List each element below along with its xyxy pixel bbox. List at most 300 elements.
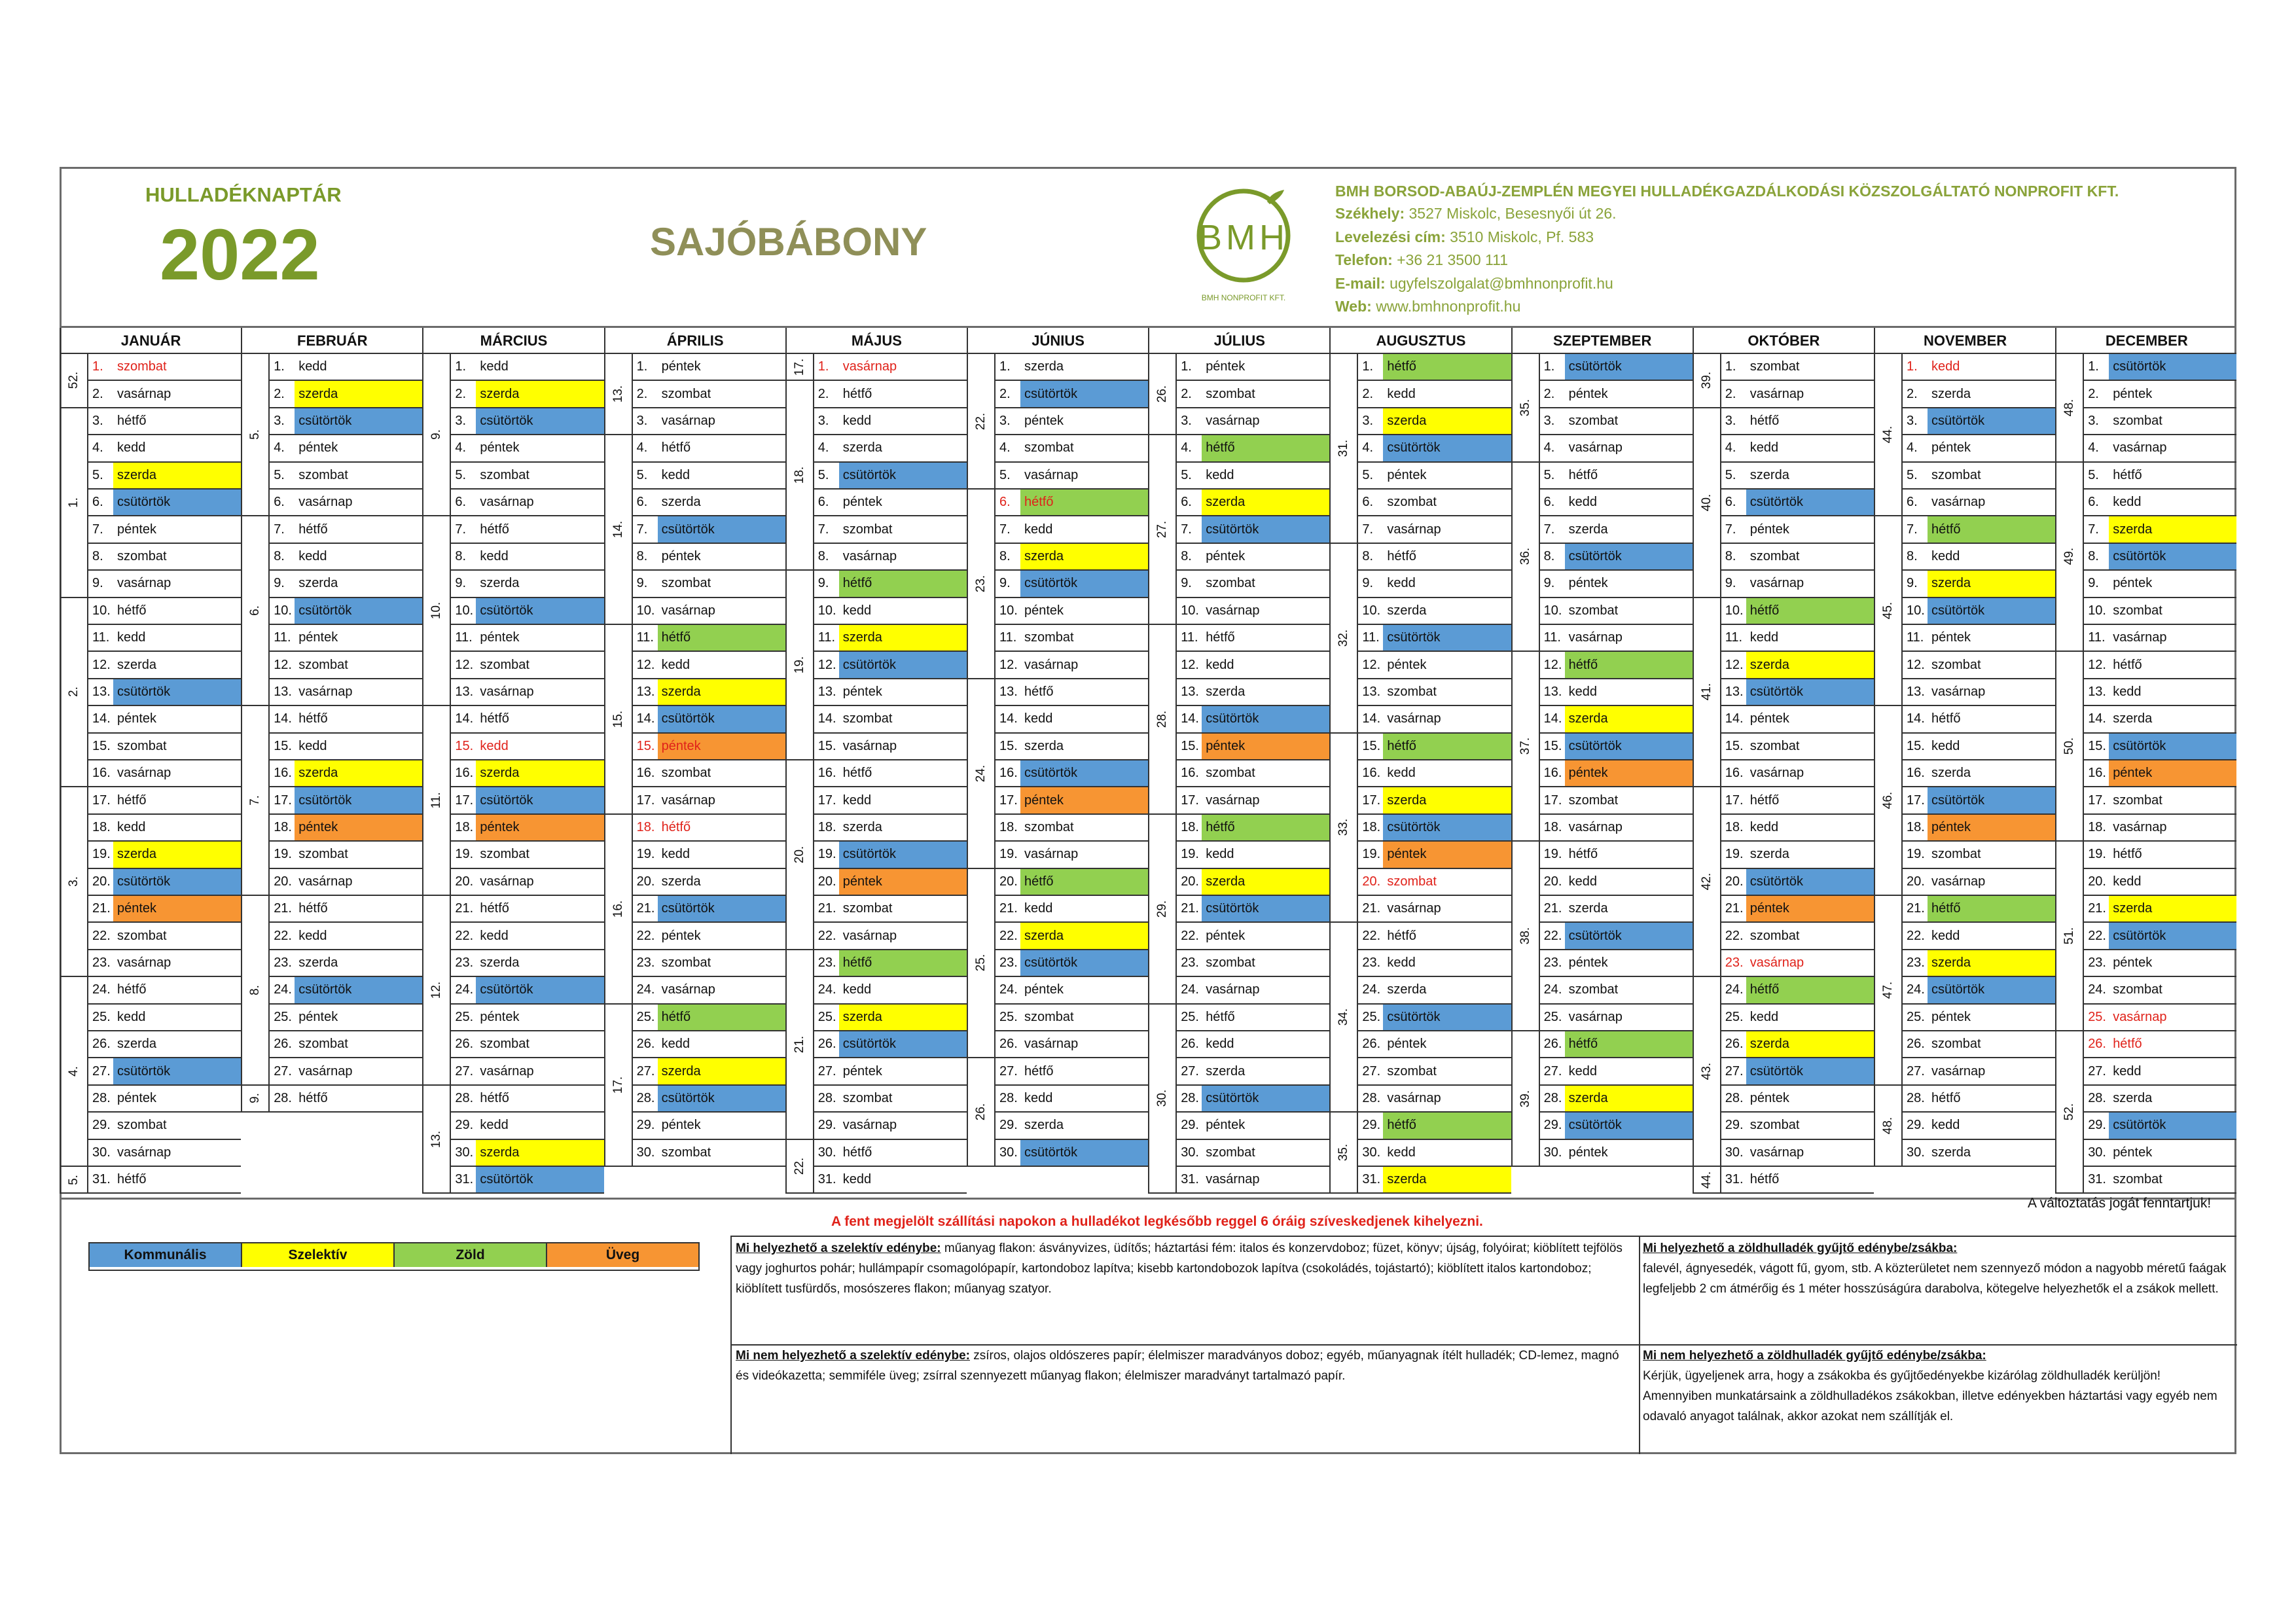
day-row <box>87 1005 241 1031</box>
day-row <box>2083 435 2236 462</box>
day-row <box>1357 869 1511 896</box>
day-name: péntek <box>1568 576 1608 591</box>
day-number: 3. <box>1181 413 1192 428</box>
day-name: kedd <box>117 819 146 834</box>
day-number: 12. <box>455 657 474 672</box>
day-number: 23. <box>1907 955 1925 970</box>
day-number: 10. <box>1181 603 1199 618</box>
day-name: vasárnap <box>480 684 534 699</box>
day-number: 7. <box>636 522 648 537</box>
day-name: szerda <box>658 679 785 705</box>
day-row <box>1357 679 1511 706</box>
day-row <box>1357 977 1511 1004</box>
week-number-label: 50. <box>2062 738 2077 755</box>
day-row <box>632 598 785 625</box>
week-number <box>785 381 813 571</box>
week-number <box>241 354 268 516</box>
day-number: 13. <box>1543 684 1562 699</box>
week-number-label: 44. <box>1881 425 1895 444</box>
day-number: 14. <box>999 711 1018 726</box>
day-name: vasárnap <box>842 928 897 943</box>
day-number: 21. <box>1543 901 1562 916</box>
company-line-value: 3510 Miskolc, Pf. 583 <box>1450 228 1594 245</box>
day-row <box>1539 760 1693 787</box>
day-name: hétfő <box>2113 1037 2142 1052</box>
day-row <box>1720 950 1874 977</box>
day-row <box>813 815 967 842</box>
day-row <box>450 923 603 950</box>
day-number: 16. <box>636 766 655 781</box>
day-name: péntek <box>480 1009 520 1024</box>
day-number: 8. <box>274 548 285 563</box>
day-number: 15. <box>1725 738 1744 753</box>
day-name: kedd <box>1206 847 1234 862</box>
day-row <box>1720 652 1874 679</box>
day-row <box>2083 598 2236 625</box>
day-row <box>1901 598 2055 625</box>
szelektiv-yes-title: Mi helyezhető a szelektív edénybe: <box>736 1241 941 1255</box>
day-number: 30. <box>1907 1145 1925 1160</box>
day-name: szombat <box>842 901 893 916</box>
day-number: 25. <box>999 1009 1018 1024</box>
day-name: csütörtök <box>1928 598 2055 624</box>
day-name: kedd <box>1024 522 1053 537</box>
day-row <box>1539 923 1693 950</box>
company-line <box>1335 202 2119 226</box>
day-number: 4. <box>455 440 467 455</box>
day-number: 29. <box>2088 1118 2106 1133</box>
day-name: csütörtök <box>839 652 967 677</box>
day-name: vasárnap <box>1024 847 1079 862</box>
day-row <box>1357 1005 1511 1031</box>
week-number <box>1874 706 1901 896</box>
day-row <box>1175 1113 1329 1139</box>
day-name: szombat <box>2113 1172 2162 1187</box>
day-row <box>1357 435 1511 462</box>
week-number-label: 48. <box>1881 1116 1895 1135</box>
day-row <box>994 679 1148 706</box>
day-number: 20. <box>1181 874 1199 889</box>
day-number: 4. <box>1725 440 1736 455</box>
week-number-label: 49. <box>2062 548 2077 565</box>
day-row <box>1901 1086 2055 1113</box>
day-row <box>632 354 785 381</box>
week-number <box>1511 354 1539 463</box>
day-name: kedd <box>1387 386 1416 401</box>
day-name: péntek <box>1931 630 1971 645</box>
day-name: vasárnap <box>2113 440 2167 455</box>
week-number-label: 25. <box>974 954 988 972</box>
week-number <box>1148 625 1175 815</box>
day-number: 18. <box>92 819 111 834</box>
day-row <box>1901 679 2055 706</box>
day-row <box>450 842 603 868</box>
month-header: JÚNIUS <box>967 328 1148 354</box>
day-name: péntek <box>1749 1090 1789 1105</box>
day-row <box>2083 679 2236 706</box>
week-number <box>785 571 813 760</box>
day-number: 30. <box>1725 1145 1744 1160</box>
day-row <box>1357 598 1511 625</box>
day-row <box>450 598 603 625</box>
day-row <box>1720 381 1874 408</box>
day-row <box>1357 734 1511 760</box>
day-row <box>813 354 967 381</box>
day-name: vasárnap <box>1387 901 1441 916</box>
day-number: 14. <box>1362 711 1381 726</box>
day-name: hétfő <box>117 1172 147 1187</box>
day-row <box>1175 869 1329 896</box>
day-row <box>2083 463 2236 490</box>
day-name: szerda <box>476 381 603 406</box>
day-number: 28. <box>817 1090 836 1105</box>
day-name: csütörtök <box>1020 571 1148 596</box>
day-number: 28. <box>2088 1090 2106 1105</box>
day-name: kedd <box>1206 467 1234 482</box>
day-row <box>268 1005 422 1031</box>
day-row <box>632 652 785 679</box>
day-number: 22. <box>1725 928 1744 943</box>
day-name: szombat <box>2113 413 2162 428</box>
day-row <box>1720 625 1874 652</box>
day-name: kedd <box>298 548 327 563</box>
day-row <box>87 1140 241 1167</box>
day-number: 17. <box>1543 793 1562 808</box>
day-row <box>1175 463 1329 490</box>
day-number: 5. <box>999 467 1011 482</box>
day-row <box>1357 923 1511 950</box>
day-row <box>1539 1058 1693 1085</box>
day-number: 1. <box>1543 359 1555 374</box>
day-name: vasárnap <box>1749 955 1804 970</box>
day-number: 30. <box>455 1145 474 1160</box>
day-name: vasárnap <box>1206 982 1260 997</box>
day-name: hétfő <box>1928 896 2055 921</box>
day-name: csütörtök <box>1746 869 1874 895</box>
day-row <box>1901 463 2055 490</box>
day-row <box>1901 815 2055 842</box>
day-row <box>87 463 241 490</box>
day-number: 8. <box>1725 548 1736 563</box>
day-number: 3. <box>636 413 648 428</box>
day-number: 26. <box>636 1037 655 1052</box>
day-row <box>268 625 422 652</box>
week-number-label: 9. <box>429 429 444 440</box>
week-number-label: 52. <box>67 372 81 389</box>
day-name: csütörtök <box>113 679 241 705</box>
day-name: vasárnap <box>480 874 534 889</box>
day-number: 23. <box>1181 955 1199 970</box>
day-row <box>1175 1086 1329 1113</box>
day-number: 11. <box>2088 630 2106 645</box>
day-row <box>1720 354 1874 381</box>
day-row <box>1175 977 1329 1004</box>
month-header: MÁJUS <box>785 328 967 354</box>
day-name: szerda <box>1202 490 1329 515</box>
day-row <box>450 544 603 571</box>
day-name: hétfő <box>1020 869 1148 895</box>
week-number <box>60 408 87 598</box>
week-number <box>60 598 87 788</box>
week-number-label: 24. <box>974 764 988 782</box>
day-name: csütörtök <box>1383 625 1511 651</box>
day-number: 24. <box>1725 982 1744 997</box>
day-row <box>813 1058 967 1085</box>
szelektiv-no-box <box>732 1344 1638 1387</box>
day-row <box>813 950 967 977</box>
day-number: 26. <box>817 1037 836 1052</box>
week-number-label: 8. <box>248 984 262 995</box>
day-name: vasárnap <box>117 386 171 401</box>
week-number <box>1329 1113 1357 1194</box>
company-line-value: +36 21 3500 111 <box>1397 251 1509 268</box>
week-number-label: 45. <box>1881 602 1895 620</box>
week-number-label: 28. <box>1155 710 1170 728</box>
day-number: 25. <box>1725 1009 1744 1024</box>
day-number: 22. <box>817 928 836 943</box>
day-number: 22. <box>1907 928 1925 943</box>
day-number: 2. <box>1725 386 1736 401</box>
day-row <box>87 896 241 923</box>
day-name: kedd <box>1024 901 1053 916</box>
day-number: 7. <box>1907 522 1918 537</box>
day-row <box>1539 815 1693 842</box>
day-row <box>813 869 967 896</box>
legend-zold: Zöld <box>395 1243 547 1267</box>
day-number: 18. <box>2088 819 2106 834</box>
day-row <box>1720 1005 1874 1031</box>
week-number-label: 17. <box>792 358 806 376</box>
day-name: kedd <box>117 440 146 455</box>
day-name: vasárnap <box>1749 386 1804 401</box>
day-name: szombat <box>1568 603 1619 618</box>
day-name: szombat <box>1749 1118 1800 1133</box>
day-row <box>87 923 241 950</box>
day-name: hétfő <box>480 901 509 916</box>
day-name: péntek <box>298 630 338 645</box>
day-number: 21. <box>1362 901 1381 916</box>
day-row <box>994 463 1148 490</box>
day-row <box>268 544 422 571</box>
day-name: vasárnap <box>1387 1090 1441 1105</box>
day-number: 22. <box>999 928 1018 943</box>
day-number: 9. <box>455 576 467 591</box>
week-number <box>1693 977 1720 1167</box>
week-number-label: 20. <box>792 846 806 864</box>
week-number-label: 19. <box>792 656 806 674</box>
week-number-label: 1. <box>67 497 81 508</box>
week-number-label: 4. <box>67 1066 81 1077</box>
day-number: 24. <box>817 982 836 997</box>
day-name: kedd <box>661 1037 690 1052</box>
day-number: 21. <box>274 901 292 916</box>
day-row <box>87 408 241 435</box>
day-row <box>994 923 1148 950</box>
day-name: szerda <box>1931 1145 1971 1160</box>
day-number: 21. <box>817 901 836 916</box>
day-row <box>268 516 422 543</box>
day-row <box>813 787 967 814</box>
day-number: 28. <box>1725 1090 1744 1105</box>
day-row <box>632 435 785 462</box>
day-row <box>632 869 785 896</box>
day-number: 21. <box>636 901 655 916</box>
day-number: 30. <box>636 1145 655 1160</box>
day-row <box>994 490 1148 516</box>
day-name: hétfő <box>1387 548 1416 563</box>
day-name: szombat <box>1568 793 1619 808</box>
day-row <box>2083 1058 2236 1085</box>
logo-text: BMH <box>1198 218 1289 257</box>
day-row <box>268 571 422 597</box>
day-number: 12. <box>1362 657 1381 672</box>
week-number-label: 5. <box>248 429 262 440</box>
day-name: péntek <box>1746 896 1874 921</box>
day-name: hétfő <box>298 711 328 726</box>
company-line <box>1335 272 2119 296</box>
day-name: péntek <box>1931 1009 1971 1024</box>
day-number: 29. <box>999 1118 1018 1133</box>
day-name: hétfő <box>1568 467 1598 482</box>
week-number <box>422 516 450 706</box>
company-line <box>1335 226 2119 249</box>
day-number: 17. <box>1725 793 1744 808</box>
week-number <box>967 490 994 679</box>
week-number <box>422 354 450 516</box>
day-name: szerda <box>1206 684 1246 699</box>
day-row <box>2083 354 2236 381</box>
day-row <box>1720 1031 1874 1058</box>
day-name: hétfő <box>298 1090 328 1105</box>
day-row <box>632 1058 785 1085</box>
day-row <box>1175 787 1329 814</box>
day-row <box>632 977 785 1004</box>
day-row <box>450 490 603 516</box>
day-name: szombat <box>1568 413 1619 428</box>
day-name: kedd <box>480 928 509 943</box>
day-row <box>450 652 603 679</box>
week-number <box>1874 1086 1901 1167</box>
day-name: hétfő <box>1931 711 1961 726</box>
day-number: 24. <box>92 982 111 997</box>
day-name: szombat <box>1387 684 1437 699</box>
day-name: csütörtök <box>1746 679 1874 705</box>
month-header: FEBRUÁR <box>241 328 422 354</box>
day-number: 27. <box>999 1063 1018 1079</box>
day-number: 19. <box>636 847 655 862</box>
day-name: péntek <box>1931 440 1971 455</box>
day-name: szerda <box>1387 982 1427 997</box>
day-number: 28. <box>999 1090 1018 1105</box>
week-number-label: 26. <box>1155 385 1170 403</box>
week-number-label: 27. <box>1155 520 1170 539</box>
day-row <box>813 625 967 652</box>
day-name: kedd <box>661 657 690 672</box>
day-number: 2. <box>2088 386 2099 401</box>
day-number: 28. <box>636 1090 655 1105</box>
day-name: csütörtök <box>1565 734 1693 759</box>
day-row <box>450 1113 603 1139</box>
day-name: hétfő <box>1931 1090 1961 1105</box>
day-row <box>268 787 422 814</box>
day-row <box>1720 1113 1874 1139</box>
day-row <box>1539 381 1693 408</box>
day-row <box>994 787 1148 814</box>
day-row <box>813 842 967 868</box>
day-row <box>813 977 967 1004</box>
day-number: 17. <box>1362 793 1381 808</box>
day-name: kedd <box>1931 1118 1960 1133</box>
day-name: csütörtök <box>2109 734 2236 759</box>
day-row <box>87 679 241 706</box>
day-row <box>1175 734 1329 760</box>
day-name: csütörtök <box>1746 490 1874 515</box>
day-name: vasárnap <box>117 955 171 970</box>
day-row <box>268 706 422 733</box>
day-name: vasárnap <box>661 603 715 618</box>
week-number-label: 22. <box>792 1157 806 1175</box>
day-number: 22. <box>92 928 111 943</box>
day-name: péntek <box>1024 603 1064 618</box>
day-name: kedd <box>480 738 509 753</box>
day-row <box>87 598 241 625</box>
day-name: péntek <box>1749 522 1789 537</box>
day-row <box>2083 490 2236 516</box>
month-header: OKTÓBER <box>1693 328 1874 354</box>
day-name: hétfő <box>1202 435 1329 461</box>
day-name: kedd <box>1568 495 1597 510</box>
day-name: csütörtök <box>1565 544 1693 569</box>
day-number: 8. <box>1907 548 1918 563</box>
day-row <box>1357 706 1511 733</box>
day-row <box>1357 896 1511 923</box>
day-number: 11. <box>817 630 836 645</box>
day-name: péntek <box>117 1090 157 1105</box>
week-number-label: 21. <box>792 1035 806 1053</box>
day-row <box>268 1086 422 1113</box>
day-row <box>87 435 241 462</box>
day-name: vasárnap <box>842 548 897 563</box>
day-row <box>1175 652 1329 679</box>
day-number: 3. <box>1725 413 1736 428</box>
day-row <box>813 760 967 787</box>
szelektiv-no-text: zsíros, olajos oldószeres papír; élelmiszer maradványos doboz; egyéb, műanyagnak ítélt hulladék; CD-lemez, magnó és videókazetta; semmiféle üveg; zsírral szennyezett műanyag flakon; élelmiszer maradványt tartalmazó papír. <box>736 1349 1619 1383</box>
day-name: szerda <box>658 1058 785 1084</box>
day-row <box>2083 1167 2236 1194</box>
day-row <box>1720 435 1874 462</box>
day-name: csütörtök <box>476 598 603 624</box>
week-number <box>1693 598 1720 788</box>
day-name: szerda <box>1928 950 2055 976</box>
day-name: szerda <box>1928 571 2055 596</box>
day-name: szerda <box>1565 706 1693 732</box>
day-name: csütörtök <box>839 842 967 867</box>
day-name: kedd <box>1931 928 1960 943</box>
day-row <box>994 571 1148 597</box>
day-number: 15. <box>1181 738 1199 753</box>
day-number: 22. <box>2088 928 2106 943</box>
day-name: szombat <box>1931 1037 1981 1052</box>
day-number: 14. <box>2088 711 2106 726</box>
day-row <box>1175 598 1329 625</box>
week-number-label: 35. <box>1518 399 1532 417</box>
day-number: 15. <box>2088 738 2106 753</box>
day-name: péntek <box>842 1063 882 1079</box>
week-number-label: 2. <box>67 687 81 698</box>
day-number: 5. <box>1725 467 1736 482</box>
day-row <box>1901 354 2055 381</box>
day-number: 18. <box>1543 819 1562 834</box>
